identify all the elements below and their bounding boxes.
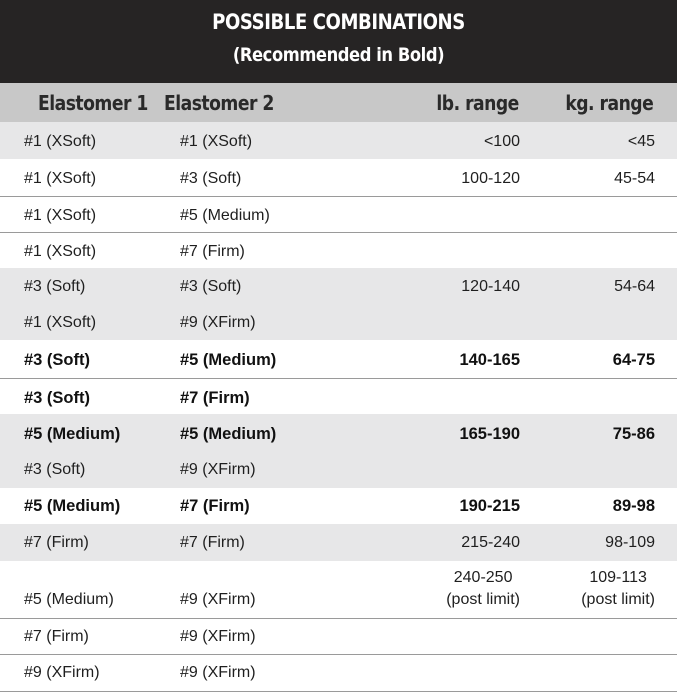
cell-lb-range: 140-165 [459,351,520,369]
table-row-group [0,268,677,340]
kg-range-value: 109-113 [589,569,647,586]
cell-elastomer-1: #1 (XSoft) [24,314,97,331]
table-title-bar [0,0,677,83]
cell-kg-range: 75-86 [612,425,655,443]
cell-elastomer-2: #7 (Firm) [180,243,245,260]
table-row [0,196,677,232]
cell-elastomer-1: #3 (Soft) [24,461,86,478]
cell-elastomer-2: #3 (Soft) [180,170,242,187]
cell-elastomer-1: #5 (Medium) [24,497,121,515]
table-row [0,618,677,655]
cell-kg-range [581,569,655,609]
cell-kg-range: 89-98 [612,497,655,515]
cell-lb-range: 215-240 [461,534,520,551]
cell-elastomer-2: #7 (Firm) [180,389,250,407]
cell-lb-range: 190-215 [459,497,520,515]
table-row-recommended [0,378,677,415]
cell-elastomer-1: #1 (XSoft) [24,170,97,187]
cell-elastomer-2: #9 (XFirm) [180,461,256,478]
table-row [0,654,677,692]
header-elastomer-1: Elastomer 1 [38,91,148,115]
cell-elastomer-2: #3 (Soft) [180,278,242,295]
cell-elastomer-1: #3 (Soft) [24,351,90,369]
table-row [0,159,677,196]
table-row [0,524,677,561]
header-elastomer-2: Elastomer 2 [164,91,274,115]
cell-elastomer-2: #9 (XFirm) [180,314,256,331]
cell-elastomer-2: #9 (XFirm) [180,664,256,681]
cell-elastomer-1: #9 (XFirm) [24,664,100,681]
cell-elastomer-2: #7 (Firm) [180,497,250,515]
cell-elastomer-2: #5 (Medium) [180,425,277,443]
cell-lb-range: 165-190 [459,425,520,443]
cell-elastomer-1: #5 (Medium) [24,591,114,608]
cell-elastomer-1: #3 (Soft) [24,389,90,407]
cell-elastomer-2: #9 (XFirm) [180,628,256,645]
kg-range-note: (post limit) [581,591,655,608]
lb-range-value: 240-250 [453,569,513,586]
cell-elastomer-2: #9 (XFirm) [180,591,256,608]
table-row [0,122,677,159]
cell-kg-range: <45 [627,133,655,150]
column-header-row [0,83,677,122]
cell-lb-range: 120-140 [461,278,520,295]
table-row [0,561,677,618]
cell-kg-range: 64-75 [612,351,655,369]
cell-lb-range: 100-120 [461,170,520,187]
table-subtitle: (Recommended in Bold) [232,44,445,66]
cell-lb-range: <100 [483,133,520,150]
header-lb-range: lb. range [436,91,519,115]
table-row [0,232,677,269]
cell-elastomer-1: #7 (Firm) [24,628,89,645]
cell-elastomer-1: #7 (Firm) [24,534,89,551]
table-title: POSSIBLE COMBINATIONS [212,10,465,34]
header-kg-range: kg. range [565,91,653,115]
cell-elastomer-1: #3 (Soft) [24,278,86,295]
cell-elastomer-1: #1 (XSoft) [24,207,97,224]
cell-elastomer-2: #5 (Medium) [180,351,277,369]
cell-elastomer-2: #7 (Firm) [180,534,245,551]
cell-kg-range: 45-54 [614,170,655,187]
cell-elastomer-1: #5 (Medium) [24,425,121,443]
cell-elastomer-1: #1 (XSoft) [24,243,97,260]
table-row-recommended [0,488,677,524]
lb-range-note: (post limit) [446,591,520,608]
table-row-recommended [0,340,677,378]
cell-elastomer-2: #5 (Medium) [180,207,270,224]
cell-elastomer-1: #1 (XSoft) [24,133,97,150]
cell-kg-range: 54-64 [614,278,655,295]
cell-elastomer-2: #1 (XSoft) [180,133,253,150]
cell-kg-range: 98-109 [605,534,655,551]
cell-lb-range [446,569,520,609]
table-row-group [0,414,677,488]
